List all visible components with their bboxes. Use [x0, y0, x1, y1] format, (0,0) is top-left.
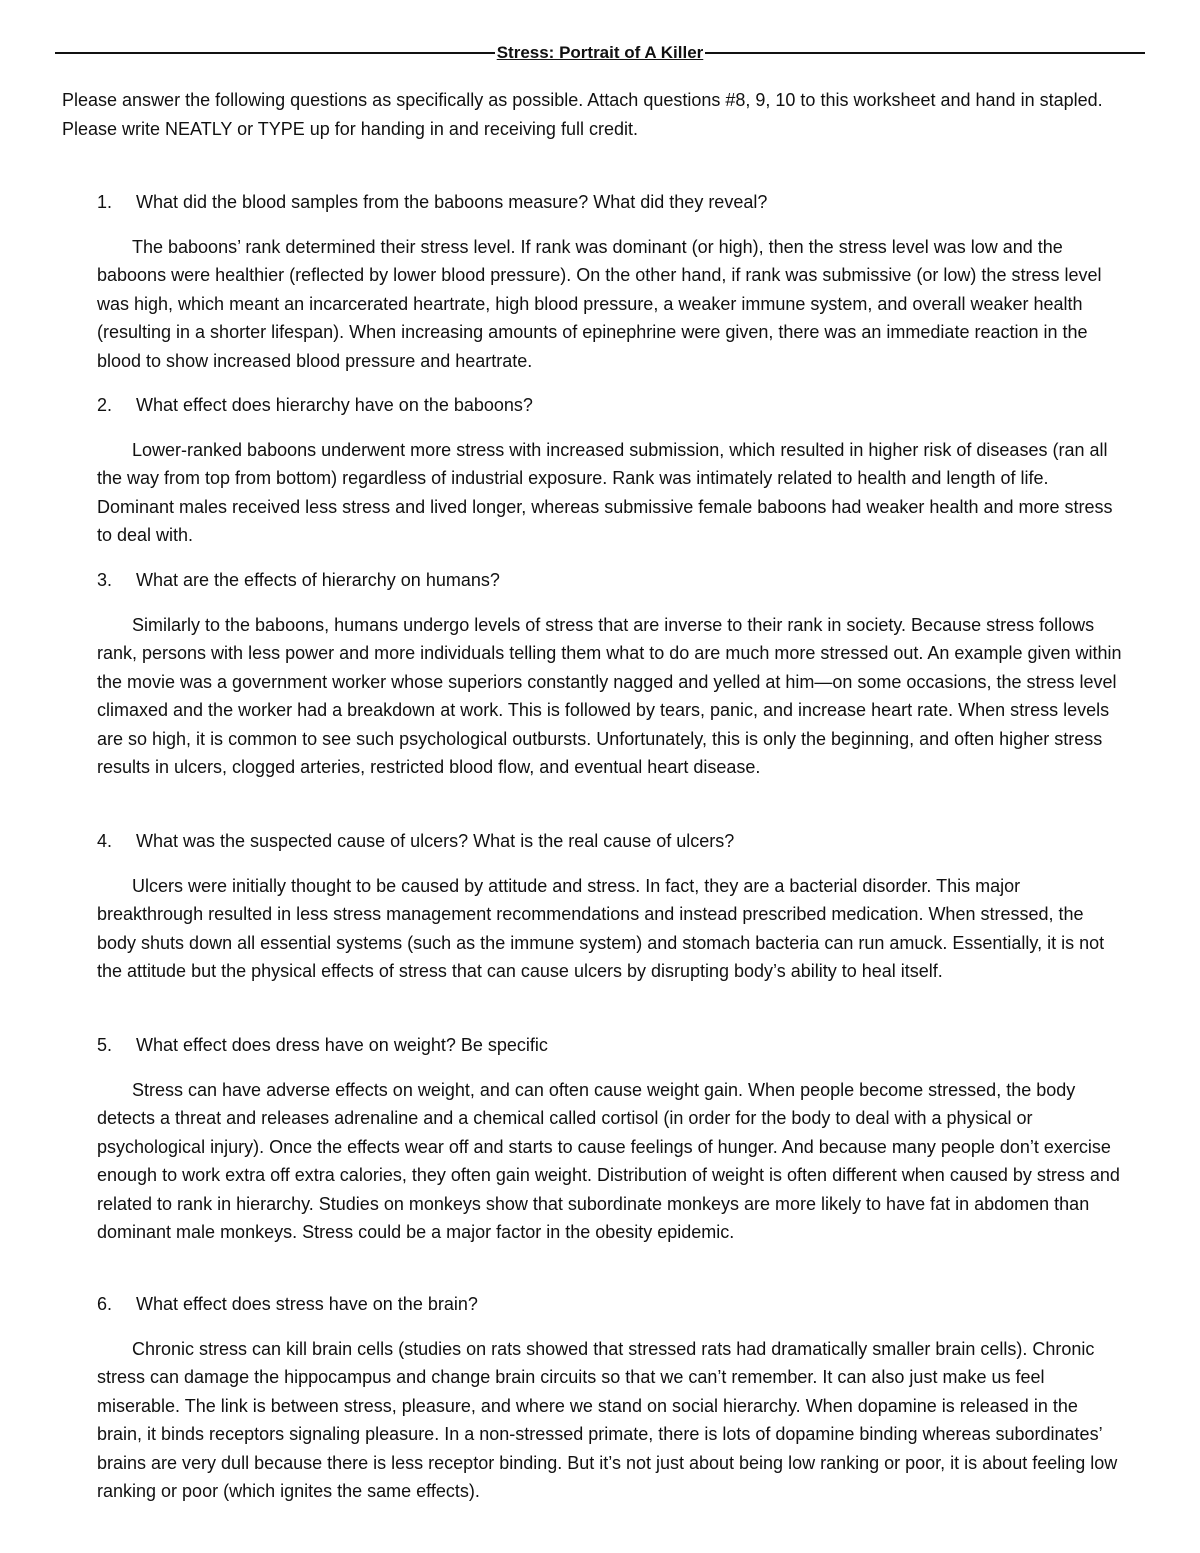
page-title [0, 42, 1200, 64]
answer-2: Lower-ranked baboons underwent more stress with increased submission, which resulted in higher risk of diseases (ran all the way from top from bottom) regardless of industrial exposure. Rank was intimately related to health and length of life. Dominant males received less stress and lived longer, whereas submissive female baboons had weaker health and more stress to deal with. [97, 440, 1113, 546]
question-block-1 [97, 188, 1127, 375]
question-text-2: What effect does hierarchy have on the baboons? [136, 395, 533, 415]
question-block-6 [97, 1290, 1127, 1505]
question-text-1: What did the blood samples from the baboons measure? What did they reveal? [136, 192, 768, 212]
question-number-1: 1. [97, 192, 113, 212]
answer-5: Stress can have adverse effects on weight, and can often cause weight gain. When people become stressed, the body detects a threat and releases adrenaline and a chemical called cortisol (in order for the body to deal with a physical or psychological injury). Once the effects wear off and starts to cause feelings of hunger. And because many people don’t exercise enough to work extra off extra calories, they often gain weight. Distribution of weight is often different when caused by stress and related to rank in hierarchy. Studies on monkeys show that subordinate monkeys are more likely to have fat in abdomen than dominant male monkeys. Stress could be a major factor in the obesity epidemic. [97, 1080, 1120, 1243]
question-block-4 [97, 827, 1127, 986]
instructions-paragraph: Please answer the following questions as specifically as possible. Attach questions #8, 9, 10 to this worksheet and hand in stapled. Please write NEATLY or TYPE up for handing in and receiving full credit. [62, 90, 1103, 139]
question-6 [97, 1290, 1127, 1318]
question-3 [97, 566, 1127, 594]
page-title-text: Stress: Portrait of A Killer [496, 43, 704, 62]
question-text-6: What effect does stress have on the brain? [136, 1294, 478, 1314]
question-block-5 [97, 1031, 1127, 1246]
question-number-5: 5. [97, 1035, 113, 1055]
question-number-6: 6. [97, 1294, 113, 1314]
answer-1: The baboons’ rank determined their stress level. If rank was dominant (or high), then the stress level was low and the baboons were healthier (reflected by lower blood pressure). On the other hand, if rank was submissive (or low) the stress level was high, which meant an incarcerated heartrate, high blood pressure, a weaker immune system, and overall weaker health (resulting in a shorter lifespan). When increasing amounts of epinephrine were given, there was an immediate reaction in the blood to show increased blood pressure and heartrate. [97, 237, 1102, 371]
question-block-3 [97, 566, 1127, 781]
question-number-2: 2. [97, 395, 113, 415]
question-number-3: 3. [97, 570, 113, 590]
question-text-4: What was the suspected cause of ulcers? What is the real cause of ulcers? [136, 831, 735, 851]
question-4 [97, 827, 1127, 855]
answer-6: Chronic stress can kill brain cells (studies on rats showed that stressed rats had dramatically smaller brain cells). Chronic stress can damage the hippocampus and change brain circuits so that we can’t remember. It can also just make us feel miserable. The link is between stress, pleasure, and where we stand on social hierarchy. When dopamine is released in the brain, it binds receptors signaling pleasure. In a non-stressed primate, there is lots of dopamine binding whereas subordinates’ brains are very dull because there is less receptor binding. But it’s not just about being low ranking or poor, it is about feeling low ranking or poor (which ignites the same effects). [97, 1339, 1118, 1502]
question-5 [97, 1031, 1127, 1059]
question-1 [97, 188, 1127, 216]
answer-4: Ulcers were initially thought to be caused by attitude and stress. In fact, they are a bacterial disorder. This major breakthrough resulted in less stress management recommendations and instead prescribed medication. When stressed, the body shuts down all essential systems (such as the immune system) and stomach bacteria can run amuck. Essentially, it is not the attitude but the physical effects of stress that can cause ulcers by disrupting body’s ability to heal itself. [97, 876, 1105, 982]
question-2 [97, 391, 1127, 419]
question-text-3: What are the effects of hierarchy on humans? [136, 570, 500, 590]
question-block-2 [97, 391, 1127, 550]
answer-3: Similarly to the baboons, humans undergo levels of stress that are inverse to their rank in society. Because stress follows rank, persons with less power and more individuals telling them what to do are much more stressed out. An example given within the movie was a government worker whose superiors constantly nagged and yelled at him—on some occasions, the stress level climaxed and the worker had a breakdown at work. This is followed by tears, panic, and increase heart rate. When stress levels are so high, it is common to see such psychological outbursts. Unfortunately, this is only the beginning, and often higher stress results in ulcers, clogged arteries, restricted blood flow, and eventual heart disease. [97, 615, 1122, 778]
question-number-4: 4. [97, 831, 113, 851]
question-text-5: What effect does dress have on weight? Be specific [136, 1035, 548, 1055]
